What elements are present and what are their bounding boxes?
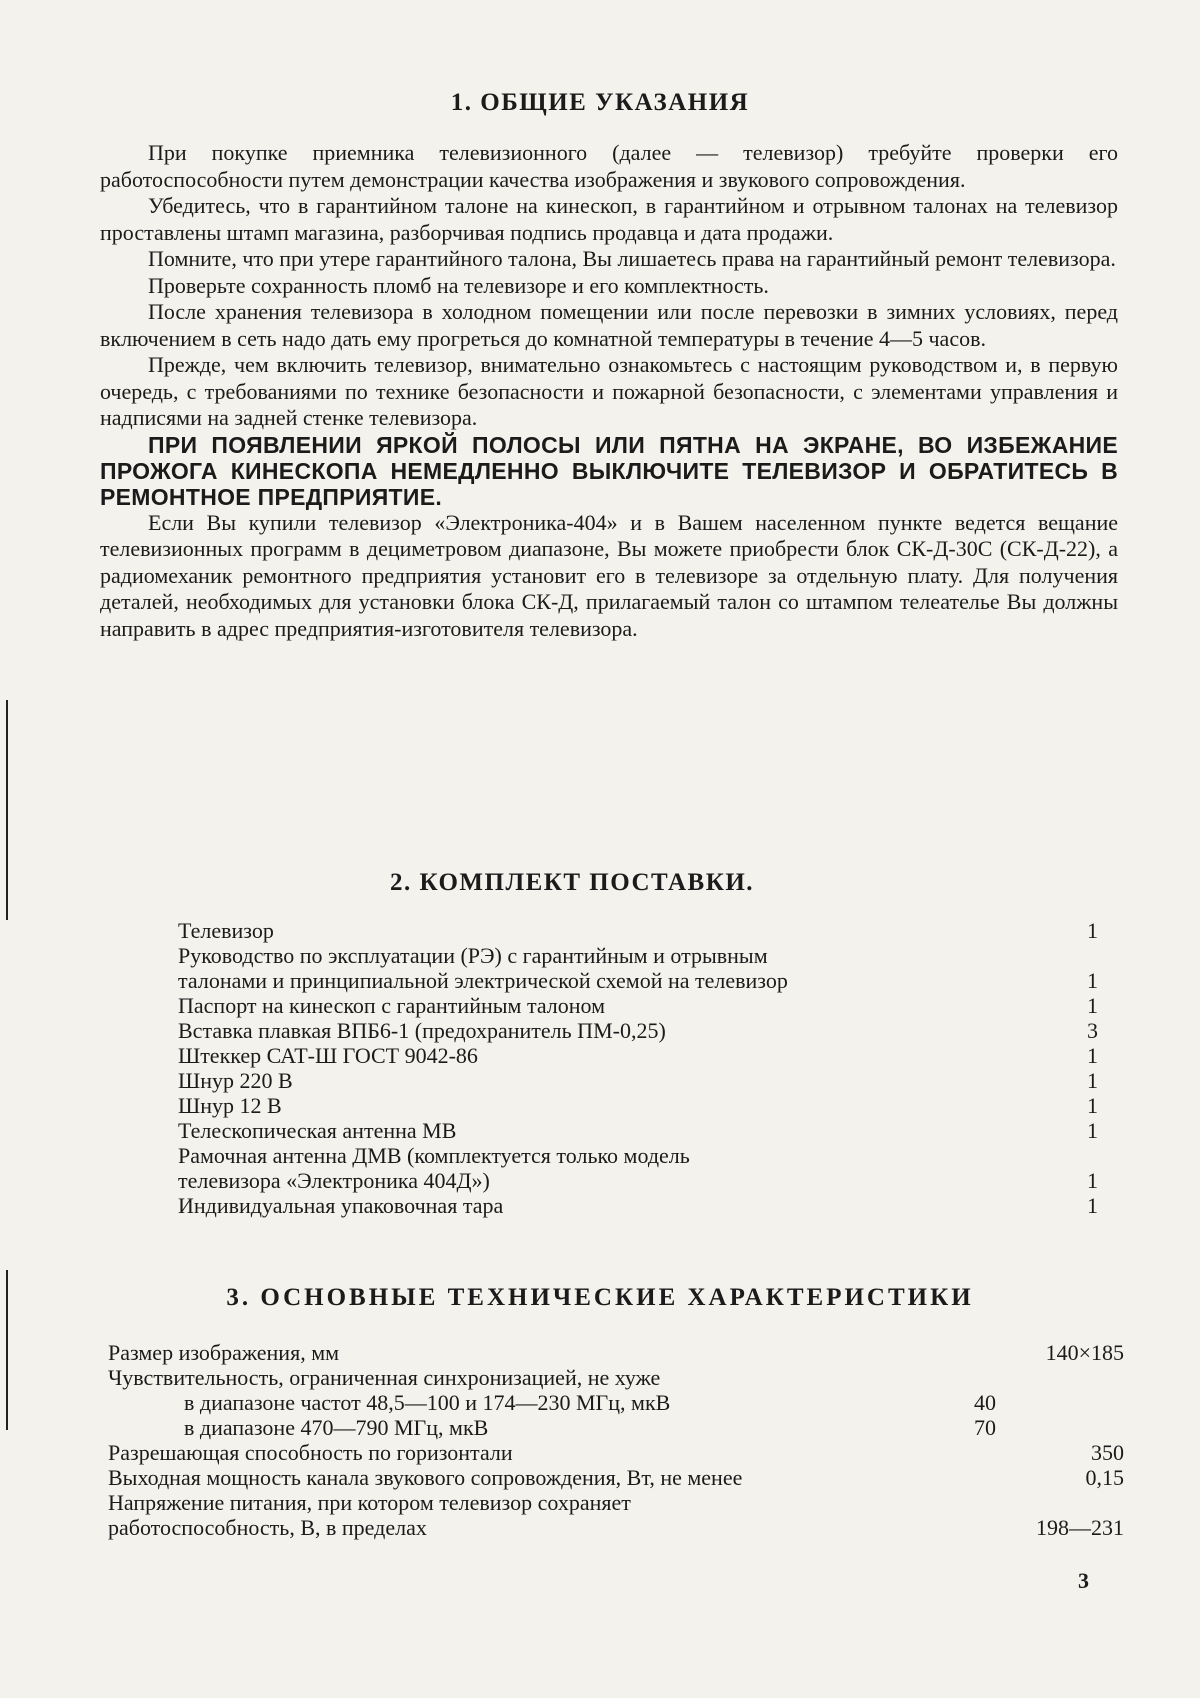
list-item bbox=[178, 1143, 1098, 1193]
item-qty: 1 bbox=[1087, 1168, 1098, 1193]
item-name: Паспорт на кинескоп с гарантийным талоном bbox=[178, 993, 606, 1018]
item-qty: 3 bbox=[1087, 1018, 1098, 1043]
item-name: Рамочная антенна ДМВ (комплектуется только модель bbox=[178, 1143, 690, 1168]
spec-row bbox=[108, 1365, 1124, 1390]
list-item bbox=[178, 943, 1098, 993]
item-qty: 1 bbox=[1087, 918, 1098, 943]
item-qty: 1 bbox=[1087, 1118, 1098, 1143]
spec-row bbox=[108, 1390, 1124, 1415]
paragraph: Убедитесь, что в гарантийном талоне на кинескоп, в гарантийном и отрывном талонах на телевизор проставлены штамп магазина, разборчивая подпись продавца и дата продажи. bbox=[100, 193, 1118, 245]
item-name: Шнур 220 В bbox=[178, 1068, 293, 1093]
paragraph: Помните, что при утере гарантийного талона, Вы лишаетесь права на гарантийный ремонт телевизора. bbox=[148, 246, 1116, 271]
spec-value: 140×185 bbox=[1045, 1340, 1124, 1365]
spec-label: Выходная мощность канала звукового сопровождения, Вт, не менее bbox=[108, 1465, 743, 1490]
spec-label: Разрешающая способность по горизонтали bbox=[108, 1440, 513, 1465]
spec-label: в диапазоне 470—790 МГц, мкВ bbox=[184, 1415, 489, 1440]
spec-value: 0,15 bbox=[1085, 1465, 1124, 1490]
spec-label: Напряжение питания, при котором телевизор сохраняет bbox=[108, 1490, 631, 1515]
spec-label: в диапазоне частот 48,5—100 и 174—230 МГц, мкВ bbox=[184, 1390, 671, 1415]
item-name: Телевизор bbox=[178, 918, 274, 943]
paragraph: Если Вы купили телевизор «Электроника-404» и в Вашем населенном пункте ведется вещание телевизионных программ в дециметровом диапазоне, Вы можете приобрести блок СК-Д-30С (СК-Д-22), а радиомеханик ремонтного предприятия установит его в телевизоре за отдельную плату. Для получения деталей, необходимых для установки блока СК-Д, прилагаемый талон со штампом телеателье Вы должны направить в адрес предприятия-изготовителя телевизора. bbox=[100, 509, 1118, 641]
list-item bbox=[178, 1118, 1098, 1143]
spec-value: 350 bbox=[1091, 1440, 1124, 1465]
spec-label: Размер изображения, мм bbox=[108, 1340, 340, 1365]
item-name-cont: телевизора «Электроника 404Д») bbox=[178, 1168, 490, 1193]
item-qty: 1 bbox=[1087, 1068, 1098, 1093]
spec-row bbox=[108, 1490, 1124, 1515]
specs-list bbox=[108, 1340, 1124, 1540]
paragraph: Прежде, чем включить телевизор, внимательно ознакомьтесь с настоящим руководством и, в первую очередь, с требованиями по технике безопасности и пожарной безопасности, с элементами управления и надписями на задней стенке телевизора. bbox=[100, 352, 1118, 430]
spec-value: 198—231 bbox=[1036, 1515, 1124, 1540]
spec-row bbox=[108, 1465, 1124, 1490]
paragraph: Проверьте сохранность пломб на телевизоре и его комплектность. bbox=[148, 272, 769, 298]
list-item bbox=[178, 1093, 1098, 1118]
section-1-title: 1. ОБЩИЕ УКАЗАНИЯ bbox=[450, 89, 750, 116]
item-name: Индивидуальная упаковочная тара bbox=[178, 1193, 504, 1218]
spec-value: 70 bbox=[974, 1415, 996, 1440]
spec-row bbox=[108, 1415, 1124, 1440]
list-item bbox=[178, 1018, 1098, 1043]
item-name: Шнур 12 В bbox=[178, 1093, 282, 1118]
item-qty: 1 bbox=[1087, 1043, 1098, 1068]
page-number: 3 bbox=[1078, 1568, 1089, 1593]
item-name: Руководство по эксплуатации (РЭ) с гарантийным и отрывным bbox=[178, 943, 768, 968]
paragraph: После хранения телевизора в холодном помещении или после перевозки в зимних условиях, перед включением в сеть надо дать ему прогреться до комнатной температуры в течение 4—5 часов. bbox=[100, 299, 1118, 351]
spec-label: Чувствительность, ограниченная синхронизацией, не хуже bbox=[108, 1365, 661, 1390]
spec-row bbox=[108, 1440, 1124, 1465]
paragraph: При покупке приемника телевизионного (далее — телевизор) требуйте проверки его работоспособности путем демонстрации качества изображения и звукового сопровождения. bbox=[100, 140, 1118, 192]
item-qty: 1 bbox=[1087, 968, 1098, 993]
list-item bbox=[178, 1193, 1098, 1218]
item-qty: 1 bbox=[1087, 993, 1098, 1018]
list-item bbox=[178, 993, 1098, 1018]
item-name-cont: талонами и принципиальной электрической схемой на телевизор bbox=[178, 968, 788, 993]
section-1-body bbox=[100, 140, 1118, 642]
item-name: Штеккер САТ-Ш ГОСТ 9042-86 bbox=[178, 1043, 478, 1068]
spec-row bbox=[108, 1340, 1124, 1365]
item-qty: 1 bbox=[1087, 1193, 1098, 1218]
item-name: Телескопическая антенна МВ bbox=[178, 1118, 457, 1143]
section-3-title: 3. ОСНОВНЫЕ ТЕХНИЧЕСКИЕ ХАРАКТЕРИСТИКИ bbox=[226, 1284, 974, 1311]
list-item bbox=[178, 1068, 1098, 1093]
spec-row bbox=[108, 1515, 1124, 1540]
spec-label: работоспособность, В, в пределах bbox=[108, 1515, 427, 1540]
spec-value: 40 bbox=[974, 1390, 996, 1415]
warning-paragraph: ПРИ ПОЯВЛЕНИИ ЯРКОЙ ПОЛОСЫ ИЛИ ПЯТНА НА ЭКРАНЕ, ВО ИЗБЕЖАНИЕ ПРОЖОГА КИНЕСКОПА НЕМЕДЛЕННО ВЫКЛЮЧИТЕ ТЕЛЕВИЗОР И ОБРАТИТЕСЬ В РЕМОНТНОЕ ПРЕДПРИЯТИЕ. bbox=[100, 431, 1118, 510]
item-name: Вставка плавкая ВПБ6-1 (предохранитель ПМ-0,25) bbox=[178, 1018, 666, 1043]
list-item bbox=[178, 1043, 1098, 1068]
delivery-kit-list bbox=[178, 918, 1098, 1218]
item-qty: 1 bbox=[1087, 1093, 1098, 1118]
section-2-title: 2. КОМПЛЕКТ ПОСТАВКИ. bbox=[389, 869, 755, 896]
list-item bbox=[178, 918, 1098, 943]
